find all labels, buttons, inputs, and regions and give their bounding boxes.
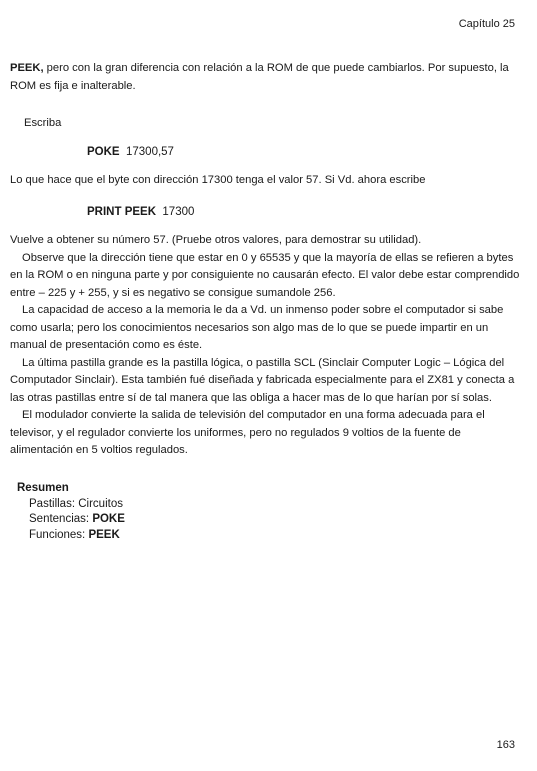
paragraph: Vuelve a obtener su número 57. (Pruebe otros valores, para demostrar su utilidad). [10,234,422,246]
code-keyword-poke: POKE [87,146,120,158]
peek-keyword: PEEK, [10,62,44,74]
paragraph: La capacidad de acceso a la memoria le da a Vd. un inmenso poder sobre el computador si sabe como usarla; pero los conocimientos necesarios son algo mas de lo que se puede impartir en un manual de presentación como es éste. [10,304,504,351]
summary-chips-label: Pastillas: [29,497,76,510]
paragraph: El modulador convierte la salida de televisión del computador en una forma adecuada para el televisor, y el regulador convierte los uniformes, pero no regulados 9 voltios de la fuente de alimentación en 5 voltios regulados. [10,409,485,456]
summary-functions-row [17,528,125,544]
code-args-print-peek: 17300 [162,206,195,218]
code-line-poke [87,146,174,158]
code-line-print-peek [87,206,194,218]
summary-statements-label: Sentencias: [29,513,90,525]
code-args-poke: 17300,57 [125,146,174,158]
summary-statements-row [17,512,125,528]
intro-paragraph [10,60,521,95]
paragraph: Observe que la dirección tiene que estar en 0 y 65535 y que la mayoría de ellas se refieren a bytes en la ROM o en ninguna parte y por consiguiente no causarán efecto. El valor debe estar comprendido entre – 225 y + 255, y si es negativo se consigue sumandole 256. [10,251,520,299]
page-number: 163 [496,739,515,751]
paragraph: La última pastilla grande es la pastilla lógica, o pastilla SCL (Sinclair Computer Logic – Lógica del Computador Sinclair). Esta también fué diseñada y fabricada especialmente para el ZX81 y conecta a las otras pastillas entre sí de tal manera que las obliga a hacer mas de lo que harían por sí solas. [10,356,515,404]
write-label: Escriba [24,117,62,129]
summary-section [17,481,125,543]
summary-statements-value: POKE [92,513,125,525]
chapter-header: Capítulo 25 [458,18,515,30]
summary-title: Resumen [17,482,69,494]
paragraph-after-poke: Lo que hace que el byte con dirección 17300 tenga el valor 57. Si Vd. ahora escribe [10,174,426,186]
summary-chips-value: Circuitos [78,497,123,510]
summary-functions-label: Funciones: [29,528,86,541]
summary-functions-value: PEEK [88,528,120,541]
summary-chips-row [17,497,125,513]
intro-text: pero con la gran diferencia con relación a la ROM de que puede cambiarlos. Por supuesto, la ROM es fija e inalterable. [10,62,509,92]
code-keyword-print-peek: PRINT PEEK [87,206,157,218]
body-text [10,232,521,460]
